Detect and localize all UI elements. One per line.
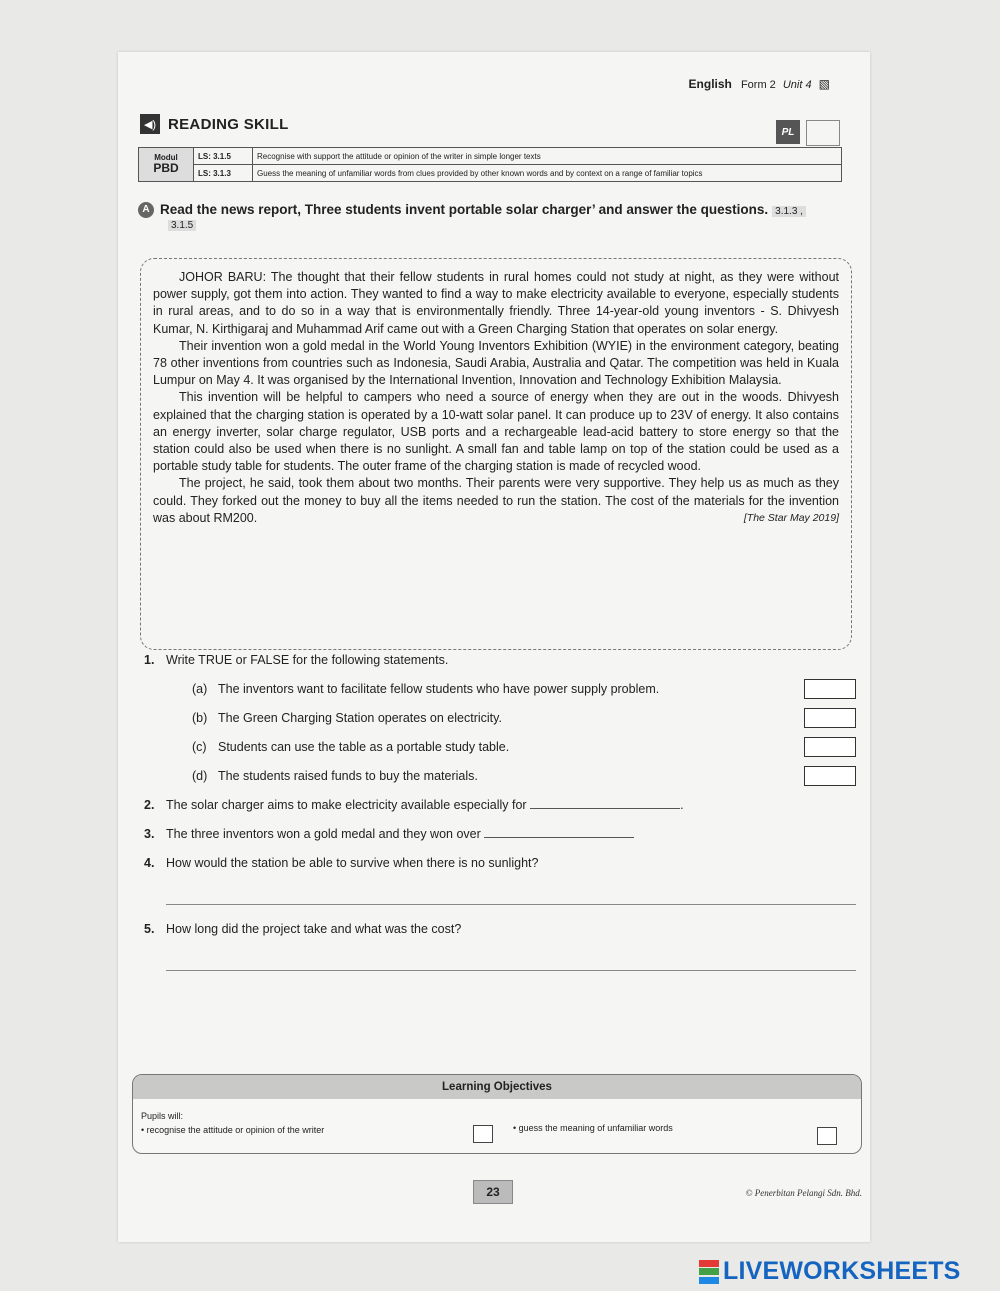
standard-code: LS: 3.1.3 (194, 165, 253, 182)
unit-label: Unit 4 (782, 79, 812, 91)
form-label: Form 2 (740, 79, 776, 91)
learning-objectives-box (132, 1074, 862, 1154)
question-1c: (c) Students can use the table as a portable study table. (144, 737, 856, 766)
worksheet-page (118, 52, 870, 1242)
liveworksheets-brand (699, 1257, 961, 1286)
section-title: READING SKILL (168, 115, 289, 133)
questions (144, 650, 856, 985)
question-1: 1. Write TRUE or FALSE for the following statements. (144, 653, 449, 667)
question-1b: (b) The Green Charging Station operates on electricity. (144, 708, 856, 737)
page-number: 23 (473, 1180, 513, 1204)
unit-icon: ▧ (818, 77, 830, 91)
brand-name: LIVEWORKSHEETS (723, 1257, 961, 1285)
objective-2-checkbox[interactable] (817, 1127, 837, 1145)
news-article (140, 258, 852, 650)
objective-1: • recognise the attitude or opinion of the writer (141, 1125, 325, 1135)
page-header (689, 77, 830, 91)
question-3: 3. The three inventors won a gold medal and they won over (144, 824, 856, 853)
section-heading (140, 114, 289, 134)
pbd-standards-table (138, 147, 842, 182)
article-source: [The Star May 2019] (743, 512, 839, 525)
table-row (139, 165, 842, 182)
modul-pbd-label: Modul PBD (139, 148, 194, 182)
answer-box-1c[interactable] (804, 737, 856, 757)
answer-blank-2[interactable] (530, 796, 680, 809)
answer-box-1b[interactable] (804, 708, 856, 728)
standard-description: Guess the meaning of unfamiliar words from clues provided by other known words and by context on a range of familiar topics (253, 165, 842, 182)
article-paragraph: This invention will be helpful to campers who need a source of energy when they are out in the woods. Dhivyesh explained that the charging station is operated by a 10-watt solar panel. It can produce up to 23V of energy. It also contains an energy inverter, solar charge regulator, USB ports and a rechargeable lead-acid battery to store energy so that the station could also be used when there is no sunlight. A small fan and table lamp on top of the station could be used as a portable study table for students. The outer frame of the charging station is made of recycled wood. (153, 390, 839, 474)
article-paragraph: Their invention won a gold medal in the World Young Inventors Exhibition (WYIE) in the environment category, beating 78 other inventions from countries such as Indonesia, Saudi Arabia, Australia and Qatar. The competition was held in Kuala Lumpur on May 4. It was organised by the International Invention, Innovation and Technology Exhibition Malaysia. (153, 338, 839, 388)
pupils-will-label: Pupils will: (141, 1111, 184, 1121)
article-paragraph: The project, he said, took them about two months. Their parents were very supportive. They help us as much as they could. They forked out the money to buy all the items needed to run the station. The cost of the materials for the invention was about RM200. (153, 476, 839, 525)
answer-box-1a[interactable] (804, 679, 856, 699)
question-4: 4. How would the station be able to survive when there is no sunlight? (144, 856, 539, 870)
answer-line-4[interactable] (166, 882, 856, 905)
instruction-text: Read the news report, Three students invent portable solar charger’ and answer the questions. (160, 202, 769, 217)
pl-badge: PL (776, 120, 800, 144)
objective-2: • guess the meaning of unfamiliar words (513, 1123, 673, 1133)
standard-code: LS: 3.1.5 (194, 148, 253, 165)
liveworksheets-logo-icon (699, 1260, 719, 1284)
answer-blank-3[interactable] (484, 825, 634, 838)
instruction (138, 202, 858, 231)
pl-score-box[interactable] (806, 120, 840, 146)
answer-line-5[interactable] (166, 948, 856, 971)
instruction-codes: 3.1.3 , (772, 206, 806, 217)
copyright: © Penerbitan Pelangi Sdn. Bhd. (745, 1188, 862, 1198)
article-paragraph: JOHOR BARU: The thought that their fellow students in rural homes could not study at night, as they were without power supply, got them into action. They wanted to find a way to make electricity available to everyone, especially students in rural areas, and to do so in a way that is environmentally friendly. Three 14-year-old young inventors - S. Dhivyesh Kumar, N. Kirthigaraj and Muhammad Arif came out with a Green Charging Station that operates on solar energy. (153, 270, 839, 336)
subject-label: English (688, 77, 732, 91)
instruction-codes-2: 3.1.5 (168, 220, 196, 231)
table-row (139, 148, 842, 165)
question-5: 5. How long did the project take and what was the cost? (144, 922, 462, 936)
question-1d: (d) The students raised funds to buy the materials. (144, 766, 856, 795)
answer-box-1d[interactable] (804, 766, 856, 786)
question-2: 2. The solar charger aims to make electricity available especially for . (144, 798, 684, 812)
objective-1-checkbox[interactable] (473, 1125, 493, 1143)
section-a-badge: A (138, 202, 154, 218)
question-1a: (a) The inventors want to facilitate fellow students who have power supply problem. (144, 679, 856, 708)
standard-description: Recognise with support the attitude or opinion of the writer in simple longer texts (253, 148, 842, 165)
speaker-icon: ◀) (140, 114, 160, 134)
learning-objectives-title: Learning Objectives (133, 1075, 861, 1099)
